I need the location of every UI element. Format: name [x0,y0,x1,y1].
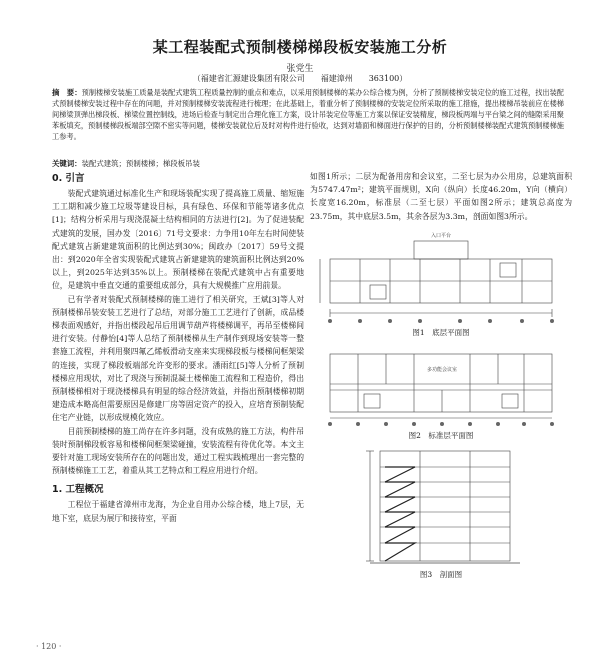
abstract-text: 预制楼梯安装施工质量是装配式建筑工程质量控制的重点和难点，以采用预制楼梯的某办公综合楼为例，分析了预制楼梯安装定位的施工过程，找出装配式预制楼梯安装过程中存在的问题，并对预制楼梯安装流程进行梳理；在此基础上，着重分析了预制楼梯的安装定位所采取的施工措施，提出楼梯吊装前应在楼梯间梯梁顶弹出梯段板、梯梁位置控制线，进场后检查与制定出合理化施工方案，设计吊装定位等施工方案以保证安装精度，梯段板两端与平台梁之间的缝隙采用聚苯板填充，预制楼梯段板端部空隙不密实等问题，楼梯安装就位后及时对构件进行验收，达到对墙面和梯面进行保护的目的，分析预制楼梯装配式建筑预制楼梯施工参考。 [52,88,564,141]
figure-3 [310,447,572,580]
overview-continued-paragraph: 如图1所示；二层为配备用房和会议室，二至七层为办公用房，总建筑面积为5747.47m²；建筑平面规则，X向（纵向）长度46.20m，Y向（横向）长度宽16.20m，标准层（二至七层）平面如图2所示；建筑总高度为23.75m，其中底层3.5m，其余各层为3.3m，剖面如图3所示。 [310,172,572,221]
section-1-heading: 1. 工程概况 [52,484,104,496]
author-affiliation: （福建省汇源建设集团有限公司 福建漳州 363100） [192,74,408,83]
author-name: 张党生 [286,64,314,74]
figure-3-section-drawing [310,447,572,567]
figure-1-entrance-label: 入口平台 [430,232,452,239]
figure-3-caption: 图3 剖面图 [419,569,463,579]
figure-1 [310,229,572,338]
section-0-heading: 0. 引言 [52,173,85,184]
keywords [52,158,564,169]
figure-2-caption: 图2 标准层平面图 [408,430,474,440]
figure-1-caption: 图1 底层平面图 [412,327,470,337]
figure-2 [310,344,572,441]
page-number: · 120 · [36,642,62,651]
intro-paragraph-3: 目前预制楼梯的施工尚存在许多问题，没有成熟的施工方法，构件吊装时预制梯段板容易和楼梯间框架梁碰撞，安装流程有待优化等。本文主要针对施工现场安装所存在的问题出发，通过工程实践梳理出一套完整的预制楼梯施工工艺，着重从其工艺特点和工程应用进行介绍。 [52,426,304,476]
figure-2-standard-floor-plan-drawing [310,344,572,428]
keywords-label: 关键词： [52,159,82,168]
keywords-text: 装配式建筑；预制楼梯；梯段板吊装 [81,159,200,168]
paper-title: 某工程装配式预制楼梯梯段板安装施工分析 [152,38,448,56]
overview-paragraph: 工程位于福建省漳州市龙海，为企业自用办公综合楼，地上7层，无地下室，底层为展厅和接待室，平面 [52,500,304,523]
figure-1-floor-plan-drawing [310,229,572,325]
left-column [52,170,304,525]
intro-paragraph-1: 装配式建筑通过标准化生产和现场装配实现了提高施工质量、缩短施工工期和减少施工垃圾等建设目标，具有绿色、环保和节能等诸多优点[1]；结构分析采用与现浇混凝土结构相同的方法进行[2]。为了促进装配式建筑的发展，国办发〔2016〕71号文要求：力争用10年左右时间使装配式建筑占新建建筑面积的比例达到30%；闽政办〔2017〕59号文提出：到2020年全省实现装配式建筑占新建建筑的建筑面积比例达到20%以上，到2025年达到35%以上。预制楼梯在装配式建筑中占有重要地位，是建筑中垂直交通的重要组成部分，具有大规模推广应用前景。 [52,189,304,291]
intro-paragraph-2: 已有学者对装配式预制楼梯的施工进行了相关研究，王斌[3]等人对预制楼梯吊装安装工艺进行了总结，对部分施工工艺进行了创新，成品楼梯表面观感好，并指出楼段起吊后用调节葫芦将楼梯调平，再吊至楼梯间进行安装。付静怡[4]等人总结了预制楼梯从生产制作到现场安装等一整套施工流程，并利用聚四氟乙烯板滑动支座来实现梯段板与楼梯间框架梁的连接，实现了梯段板端部允许变形的要求。潘雨红[5]等人分析了预制楼梯应用现状，对比了现浇与预制混凝土楼梯施工流程和工程造价，得出预制楼梯相对于现浇楼梯具有明显的综合经济效益，并指出预制楼梯初期建造成本略高但需要原因是修建厂房等固定资产的投入，应培育预制装配住宅产业链，以形成规模化效应。 [52,294,304,423]
abstract [52,87,564,142]
figure-2-room-label: 多功能会议室 [426,366,458,373]
abstract-label: 摘 要： [52,88,82,97]
right-column [310,170,572,580]
